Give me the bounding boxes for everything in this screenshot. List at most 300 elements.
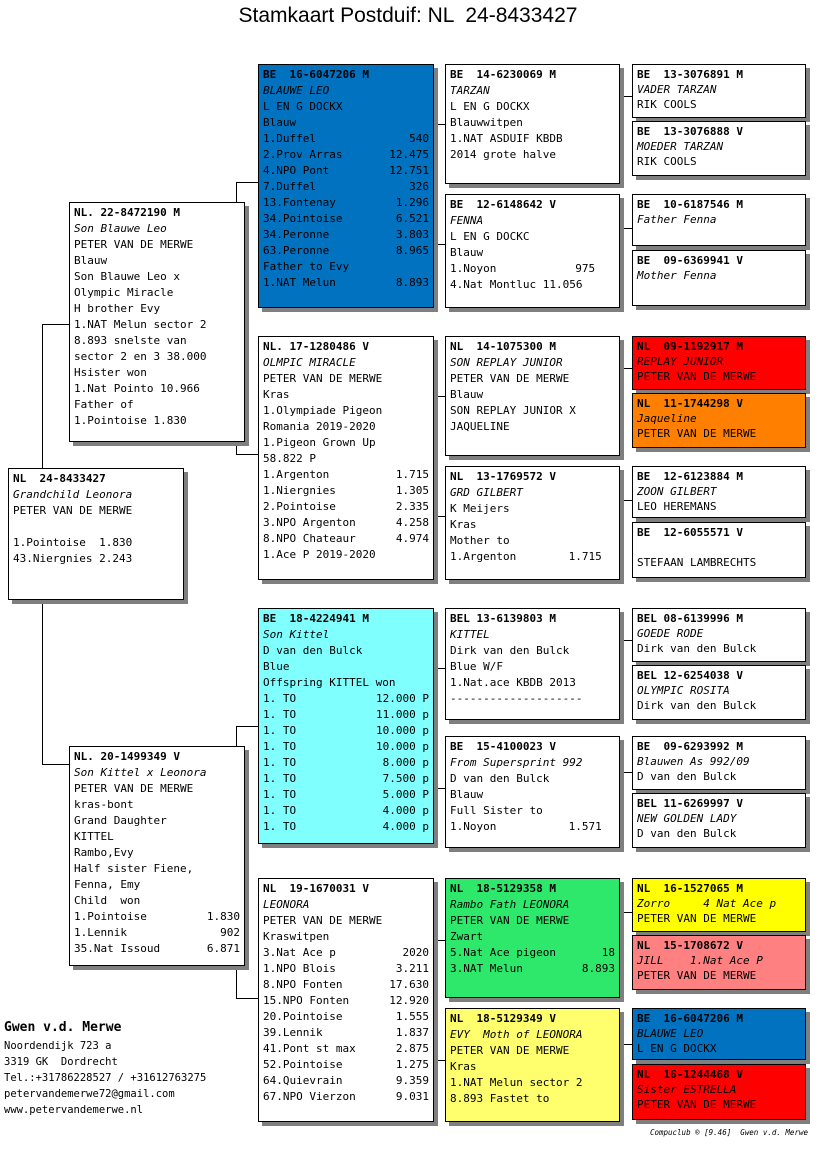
- card-line: [263, 961, 429, 977]
- card-line-text: Kras: [263, 388, 290, 401]
- card-line-text: Jaqueline: [637, 412, 697, 425]
- card-line-text: 8.NPO Chateaur: [263, 532, 356, 545]
- card-line: [450, 261, 615, 277]
- pigeon-card-father-sire: [258, 64, 434, 308]
- card-line-text: PETER VAN DE MERWE: [637, 1098, 757, 1111]
- card-line: [74, 397, 240, 413]
- ring-number: [74, 205, 240, 221]
- pigeon-card-ggp: [445, 1008, 620, 1122]
- card-line: [637, 896, 801, 911]
- card-line-text: 63.Peronne: [263, 244, 330, 257]
- card-line-text: Son Blauwe Leo x: [74, 270, 180, 283]
- card-line-text: NL 15-1708672 V: [637, 939, 743, 952]
- card-line: [74, 301, 240, 317]
- card-line: [74, 285, 240, 301]
- card-line-value: 6.871: [206, 942, 240, 955]
- card-line-text: PETER VAN DE MERWE: [263, 372, 383, 385]
- card-line: [74, 365, 240, 381]
- card-line-value: 4.974: [395, 532, 429, 545]
- pigeon-card-gggp: [632, 522, 806, 578]
- card-line-text: EVY Moth of LEONORA: [450, 1028, 583, 1041]
- card-line-text: FENNA: [450, 214, 484, 227]
- card-line-text: 4.NPO Pont: [263, 164, 330, 177]
- card-line-text: 58.822 P: [263, 452, 316, 465]
- card-line-text: PETER VAN DE MERWE: [450, 1044, 570, 1057]
- ring-number: [637, 253, 801, 268]
- card-line-text: kras-bont: [74, 798, 134, 811]
- card-line-text: LEO HEREMANS: [637, 500, 717, 513]
- card-line-text: Romania 2019-2020: [263, 420, 376, 433]
- card-line-text: BE 09-6369941 V: [637, 254, 743, 267]
- card-line-value: 6.521: [395, 212, 429, 225]
- card-line: [263, 913, 429, 929]
- card-line: [637, 953, 801, 968]
- card-line-text: 1.NPO Blois: [263, 962, 336, 975]
- card-line-text: 1.Lennik: [74, 926, 127, 939]
- card-line-text: 1.Ace P 2019-2020: [263, 548, 376, 561]
- card-line-text: BE 12-6123884 M: [637, 470, 743, 483]
- card-line-text: 1. TO: [263, 804, 297, 817]
- ring-number: [74, 749, 240, 765]
- card-line-text: PETER VAN DE MERWE: [637, 912, 757, 925]
- card-line-text: 1.NAT Melun sector 2: [74, 318, 207, 331]
- pigeon-card-gggp: [632, 250, 806, 306]
- breeder-email: petervandemerwe72@gmail.com: [4, 1088, 175, 1100]
- card-line-text: Mother Fenna: [637, 269, 717, 282]
- connector-line: [434, 788, 445, 789]
- card-line-text: PETER VAN DE MERWE: [450, 372, 570, 385]
- card-line: [637, 911, 801, 926]
- card-line: [450, 355, 615, 371]
- card-line-text: Child won: [74, 894, 141, 907]
- card-line: [637, 540, 801, 555]
- connector-line: [236, 998, 258, 999]
- card-line-value: 4.000 p: [382, 820, 429, 833]
- card-line-text: PETER VAN DE MERWE: [74, 238, 194, 251]
- card-line-text: Kras: [450, 518, 477, 531]
- card-line: [450, 229, 615, 245]
- card-line-text: BE 12-6148642 V: [450, 198, 556, 211]
- card-line: [637, 641, 801, 656]
- card-line-text: 1.Pointoise: [74, 910, 147, 923]
- card-line-text: BE 10-6187546 M: [637, 198, 743, 211]
- card-line: [637, 626, 801, 641]
- card-line-value: 1.830: [206, 910, 240, 923]
- card-line-text: Fenna, Emy: [74, 878, 141, 891]
- card-line: [263, 1073, 429, 1089]
- card-line: [74, 221, 240, 237]
- ring-number: [637, 796, 801, 811]
- card-line-text: BE 09-6293992 M: [637, 740, 743, 753]
- card-line: [263, 451, 429, 467]
- card-line-text: Son Kittel x Leonora: [74, 766, 207, 779]
- card-line: [637, 683, 801, 698]
- card-line-text: JAQUELINE: [450, 420, 510, 433]
- card-line-text: 4.Nat Montluc 11.056: [450, 278, 583, 291]
- card-line-text: 35.Nat Issoud: [74, 942, 161, 955]
- card-line: [263, 275, 429, 291]
- pigeon-card-ggp: [445, 736, 620, 848]
- card-line-text: NL. 20-1499349 V: [74, 750, 180, 763]
- card-line-text: Zorro 4 Nat Ace p: [637, 897, 777, 910]
- card-line: [263, 147, 429, 163]
- ring-number: [637, 1011, 801, 1026]
- card-line: [637, 154, 801, 169]
- card-line-text: SON REPLAY JUNIOR X: [450, 404, 576, 417]
- card-line: [637, 411, 801, 426]
- card-line: [637, 1026, 801, 1041]
- connector-line: [620, 500, 632, 501]
- card-line-text: 1.Argenton: [450, 550, 517, 563]
- card-line-text: OLMPIC MIRACLE: [263, 356, 356, 369]
- card-line-text: K Meijers: [450, 502, 510, 515]
- card-line: [263, 131, 429, 147]
- card-line: [263, 531, 429, 547]
- ring-number: [13, 471, 179, 487]
- card-line: [263, 547, 429, 563]
- card-line-text: PETER VAN DE MERWE: [13, 504, 133, 517]
- card-line-text: 8.893 snelste van: [74, 334, 187, 347]
- card-line-value: 9.031: [395, 1090, 429, 1103]
- card-line-text: Half sister Fiene,: [74, 862, 194, 875]
- card-line: [74, 269, 240, 285]
- card-line-text: Blue: [263, 660, 290, 673]
- breeder-name: Gwen v.d. Merwe: [4, 1020, 122, 1035]
- card-line-text: Father Fenna: [637, 213, 717, 226]
- card-line: [74, 333, 240, 349]
- card-line-text: 2.Prov Arras: [263, 148, 343, 161]
- card-line: [450, 533, 615, 549]
- card-line: [74, 253, 240, 269]
- card-line: [263, 419, 429, 435]
- card-line-text: Son Kittel: [263, 628, 330, 641]
- card-line-text: KITTEL: [450, 628, 490, 641]
- pigeon-card-gggp: [632, 1008, 806, 1060]
- card-line-text: NL 18-5129349 V: [450, 1012, 556, 1025]
- card-line-text: 1.Noyon: [450, 820, 497, 833]
- card-line-value: 1.571: [568, 820, 615, 833]
- card-line-text: BE 18-4224941 M: [263, 612, 369, 625]
- card-line: [74, 909, 240, 925]
- card-line-value: 1.555: [395, 1010, 429, 1023]
- card-line: [263, 195, 429, 211]
- pigeon-card-gggp: [632, 736, 806, 790]
- card-line: [74, 237, 240, 253]
- breeder-info: [4, 1018, 206, 1118]
- card-line-text: 15.NPO Fonten: [263, 994, 350, 1007]
- breeder-address: Noordendijk 723 a: [4, 1040, 112, 1052]
- card-line-text: sector 2 en 3 38.000: [74, 350, 207, 363]
- pigeon-card-gggp: [632, 121, 806, 176]
- card-line-value: 902: [220, 926, 240, 939]
- connector-line: [42, 324, 69, 325]
- connector-line: [620, 96, 632, 97]
- card-line-text: Rambo,Evy: [74, 846, 134, 859]
- card-line-text: ZOON GILBERT: [637, 485, 717, 498]
- card-line-text: BE 15-4100023 V: [450, 740, 556, 753]
- pigeon-card-ggp: [445, 194, 620, 308]
- card-line-text: Mother to: [450, 534, 510, 547]
- connector-line: [42, 600, 43, 764]
- ring-number: [450, 197, 615, 213]
- card-line: [74, 349, 240, 365]
- ring-number: [637, 339, 801, 354]
- card-line: [637, 82, 801, 97]
- card-line-text: 64.Quievrain: [263, 1074, 343, 1087]
- page-title: Stamkaart Postduif: NL 24-8433427: [238, 4, 578, 27]
- card-line-value: 12.000 P: [376, 692, 429, 705]
- ring-number: [637, 396, 801, 411]
- card-line-text: 1.Nat Pointo 10.966: [74, 382, 200, 395]
- card-line: [637, 212, 801, 227]
- card-line: [74, 813, 240, 829]
- card-line: [263, 739, 429, 755]
- pigeon-card-ggp: [445, 608, 620, 720]
- card-line: [637, 369, 801, 384]
- card-line: [450, 691, 615, 707]
- card-line-text: 1.NAT Melun sector 2: [450, 1076, 583, 1089]
- card-line: [450, 913, 615, 929]
- card-line-text: From Supersprint 992: [450, 756, 583, 769]
- card-line: [450, 485, 615, 501]
- card-line: [263, 707, 429, 723]
- card-line: [450, 131, 615, 147]
- connector-line: [620, 640, 632, 641]
- breeder-phone: Tel.:+31786228527 / +31612763275: [4, 1072, 207, 1084]
- card-line-text: 1. TO: [263, 740, 297, 753]
- card-line: [450, 419, 615, 435]
- card-line-text: 8.893 Fastet to: [450, 1092, 550, 1105]
- card-line: [637, 139, 801, 154]
- card-line: [450, 99, 615, 115]
- card-line: [637, 97, 801, 112]
- ring-number: [263, 611, 429, 627]
- card-line-value: 975: [575, 262, 615, 275]
- card-line-text: Dirk van den Bulck: [637, 699, 757, 712]
- card-line: [263, 259, 429, 275]
- card-line-text: Blue W/F: [450, 660, 503, 673]
- card-line: [450, 501, 615, 517]
- card-line: [450, 371, 615, 387]
- card-line-text: Kraswitpen: [263, 930, 330, 943]
- card-line: [450, 403, 615, 419]
- card-line-text: 1. TO: [263, 788, 297, 801]
- ring-number: [637, 1067, 801, 1082]
- ring-number: [450, 339, 615, 355]
- card-line-text: NL 19-1670031 V: [263, 882, 369, 895]
- card-line: [263, 115, 429, 131]
- card-line-value: 1.837: [395, 1026, 429, 1039]
- card-line: [74, 893, 240, 909]
- pigeon-card-ggp: [445, 466, 620, 580]
- card-line-text: 2014 grote halve: [450, 148, 556, 161]
- card-line-text: BE 14-6230069 M: [450, 68, 556, 81]
- card-line-text: BE 16-6047206 M: [637, 1012, 743, 1025]
- ring-number: [637, 469, 801, 484]
- card-line: [450, 897, 615, 913]
- card-line-text: NL. 17-1280486 V: [263, 340, 369, 353]
- card-line-text: GRD GILBERT: [450, 486, 523, 499]
- card-line-value: 3.803: [395, 228, 429, 241]
- card-line: [637, 268, 801, 283]
- pigeon-card-gggp: [632, 878, 806, 932]
- card-line-text: BE 16-6047206 M: [263, 68, 369, 81]
- card-line-text: NL 11-1744298 V: [637, 397, 743, 410]
- card-line-text: 2.Pointoise: [263, 500, 336, 513]
- card-line: [637, 968, 801, 983]
- card-line: [263, 803, 429, 819]
- card-line-text: BE 13-3076891 M: [637, 68, 743, 81]
- card-line-value: 10.000 p: [376, 740, 429, 753]
- card-line-value: 8.965: [395, 244, 429, 257]
- card-line-text: NL 13-1769572 V: [450, 470, 556, 483]
- card-line-text: STEFAAN LAMBRECHTS: [637, 556, 757, 569]
- card-line-text: D van den Bulck: [637, 770, 737, 783]
- connector-line: [434, 668, 445, 669]
- card-line-text: 3.NAT Melun: [450, 962, 523, 975]
- card-line: [263, 387, 429, 403]
- card-line-text: Son Blauwe Leo: [74, 222, 167, 235]
- pigeon-card-gggp: [632, 466, 806, 518]
- ring-number: [637, 739, 801, 754]
- card-line-text: 1. TO: [263, 772, 297, 785]
- card-line: [450, 819, 615, 835]
- card-line: [637, 354, 801, 369]
- card-line: [74, 781, 240, 797]
- card-line: [450, 787, 615, 803]
- card-line-text: NL 16-1244468 V: [637, 1068, 743, 1081]
- card-line: [263, 227, 429, 243]
- ring-number: [637, 197, 801, 212]
- card-line: [450, 675, 615, 691]
- breeder-website: www.petervandemerwe.nl: [4, 1104, 144, 1116]
- card-line-text: 1.Pigeon Grown Up: [263, 436, 376, 449]
- card-line-text: 13.Fontenay: [263, 196, 336, 209]
- card-line-value: 1.305: [395, 484, 429, 497]
- card-line-text: NL. 22-8472190 M: [74, 206, 180, 219]
- card-line: [263, 1041, 429, 1057]
- connector-line: [434, 396, 445, 397]
- connector-line: [434, 516, 445, 517]
- card-line: [263, 643, 429, 659]
- card-line: [637, 698, 801, 713]
- card-line: [13, 519, 179, 535]
- card-line: [450, 1027, 615, 1043]
- card-line-text: 1.Pointoise 1.830: [13, 536, 133, 549]
- card-line: [450, 115, 615, 131]
- pigeon-card-gggp: [632, 64, 806, 118]
- card-line-value: 10.000 p: [376, 724, 429, 737]
- card-line-text: Blauw: [450, 246, 484, 259]
- card-line-value: 18: [601, 946, 615, 959]
- card-line: [450, 659, 615, 675]
- pigeon-card-gggp: [632, 665, 806, 720]
- card-line-text: 1. TO: [263, 692, 297, 705]
- connector-line: [434, 1060, 445, 1061]
- connector-line: [42, 764, 69, 765]
- card-line: [263, 675, 429, 691]
- connector-line: [236, 726, 258, 727]
- card-line: [450, 929, 615, 945]
- card-line: [637, 555, 801, 570]
- card-line-value: 4.000 p: [382, 804, 429, 817]
- card-line: [263, 211, 429, 227]
- card-line-text: 1. TO: [263, 820, 297, 833]
- card-line: [263, 179, 429, 195]
- card-line: [263, 787, 429, 803]
- card-line: [450, 517, 615, 533]
- card-line: [450, 961, 615, 977]
- card-line: [13, 487, 179, 503]
- card-line-text: 3.Nat Ace p: [263, 946, 336, 959]
- card-line: [450, 277, 615, 293]
- card-line: [637, 811, 801, 826]
- ring-number: [263, 881, 429, 897]
- card-line-value: 4.258: [395, 516, 429, 529]
- ring-number: [637, 525, 801, 540]
- card-line-text: MOEDER TARZAN: [637, 140, 724, 153]
- card-line-text: NL 16-1527065 M: [637, 882, 743, 895]
- card-line-text: PETER VAN DE MERWE: [637, 370, 757, 383]
- card-line-text: D van den Bulck: [450, 772, 550, 785]
- card-line: [263, 355, 429, 371]
- software-credit: Compuclub ® [9.46] Gwen v.d. Merwe: [649, 1128, 808, 1137]
- ring-number: [637, 938, 801, 953]
- card-line-text: 1.Pointoise 1.830: [74, 414, 187, 427]
- card-line: [263, 435, 429, 451]
- card-line-text: Grandchild Leonora: [13, 488, 133, 501]
- card-line: [263, 723, 429, 739]
- card-line: [74, 925, 240, 941]
- card-line-text: Blauw: [450, 788, 484, 801]
- card-line-text: 1.Duffel: [263, 132, 316, 145]
- card-line-text: 3.NPO Argenton: [263, 516, 356, 529]
- pigeon-card-gggp: [632, 608, 806, 662]
- ring-number: [637, 881, 801, 896]
- card-line-text: BE 13-3076888 V: [637, 125, 743, 138]
- card-line: [637, 769, 801, 784]
- card-line: [263, 467, 429, 483]
- card-line-text: 34.Peronne: [263, 228, 330, 241]
- card-line-text: D van den Bulck: [263, 644, 363, 657]
- card-line-value: 2020: [402, 946, 429, 959]
- card-line: [637, 426, 801, 441]
- card-line: [74, 381, 240, 397]
- card-line-text: L EN G DOCKC: [450, 230, 530, 243]
- ring-number: [637, 611, 801, 626]
- card-line-value: 7.500 p: [382, 772, 429, 785]
- card-line-text: PETER VAN DE MERWE: [450, 914, 570, 927]
- card-line-value: 8.000 p: [382, 756, 429, 769]
- card-line-text: BLAUWE LEO: [263, 84, 330, 97]
- card-line: [450, 771, 615, 787]
- card-line-text: 1.NAT Melun: [263, 276, 336, 289]
- connector-line: [434, 940, 445, 941]
- card-line-text: Dirk van den Bulck: [637, 642, 757, 655]
- card-line-value: 11.000 p: [376, 708, 429, 721]
- card-line: [13, 551, 179, 567]
- card-line-text: VADER TARZAN: [637, 83, 717, 96]
- card-line-text: Blauwwitpen: [450, 116, 523, 129]
- card-line: [263, 83, 429, 99]
- card-line-text: Dirk van den Bulck: [450, 644, 570, 657]
- card-line-text: BEL 12-6254038 V: [637, 669, 743, 682]
- card-line: [450, 643, 615, 659]
- card-line: [263, 1057, 429, 1073]
- card-line-value: 1.275: [395, 1058, 429, 1071]
- card-line-text: 34.Pointoise: [263, 212, 343, 225]
- card-line: [263, 627, 429, 643]
